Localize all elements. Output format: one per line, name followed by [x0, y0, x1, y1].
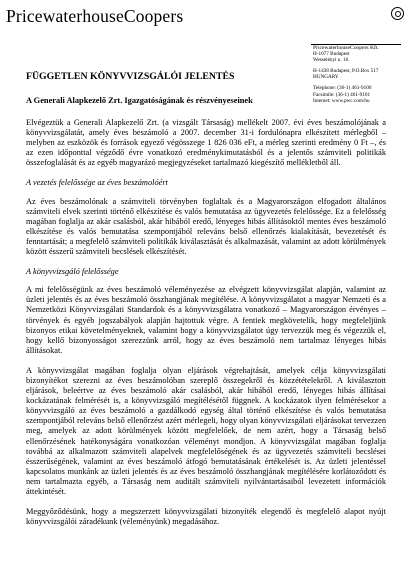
- report-addressee: A Generali Alapkezelő Zrt. Igazgatóságának és részvényeseinek: [26, 96, 253, 105]
- address-line: Internet: www.pwc.com/hu: [313, 97, 370, 104]
- logo-emblem-icon: [391, 7, 404, 20]
- company-logo: [6, 6, 406, 26]
- address-line: Telephone: (36-1) 461-9100: [313, 85, 372, 92]
- address-line: Wesselényi u. 16.: [313, 57, 350, 64]
- address-line: H-1077 Budapest: [313, 51, 350, 58]
- report-title: FÜGGETLEN KÖNYVVIZSGÁLÓI JELENTÉS: [26, 71, 235, 82]
- section-heading-auditor: A könyvvizsgáló felelőssége: [26, 267, 119, 277]
- auditor-paragraph-1: A mi felelősségünk az éves beszámoló véleményezése az elvégzett könyvvizsgálat alapján, valamint az üzleti jelentés és az éves beszámoló összhangjának megítélése. A könyvvizsgálatot a magyar Nemzeti és a Nemzetközi Könyvvizsgálati Standardok és a könyvvizsgálatra vonatkozó – Magyarországon érvényes – törvények és egyéb jogszabályok alapján hajtottuk végre. A fentiek megkövetelik, hogy megfeleljünk bizonyos etikai követelményeknek, valamint hogy a könyvvizsgálatot úgy tervezzük meg és végezzük el, hogy kellő bizonyosságot szerezzünk arról, hogy az éves beszámoló nem tartalmaz lényeges hibás állításokat.: [26, 285, 386, 355]
- address-line: HUNGARY: [313, 74, 339, 81]
- closing-paragraph: Meggyőződésünk, hogy a megszerzett könyvvizsgálati bizonyíték elegendő és megfelelő alapot nyújt könyvvizsgálói záradékunk (véleményünk) megadásához.: [26, 507, 386, 527]
- address-line: Facsimile: (36-1) 461-9101: [313, 91, 371, 98]
- section-heading-management: A vezetés felelőssége az éves beszámolóért: [26, 178, 168, 188]
- logo-wordmark: PricewaterhouseCoopers: [6, 6, 184, 26]
- address-line: PricewaterhouseCoopers Kft.: [313, 45, 379, 51]
- intro-paragraph: Elvégeztük a Generali Alapkezelő Zrt. (a vizsgált Társaság) mellékelt 2007. évi éves beszámolójának a könyvvizsgálatát, amely éves beszámoló a 2007. december 31-i fordulónapra elkészített mérlegből – melyben az eszközök és források egyező végösszege 1 826 036 eFt, a mérleg szerinti eredmény 0 Ft –, és az ezen időponttal végződő évre vonatkozó eredménykimutatásból és a jelentős számviteli politikák összefoglalását és az egyéb magyarázó megjegyzéseket tartalmazó kiegészítő mellékletből áll.: [26, 118, 386, 168]
- address-block: [313, 45, 411, 104]
- report-body: [26, 118, 386, 527]
- management-paragraph: Az éves beszámolónak a számviteli törvényben foglaltak és a Magyarországon elfogadott általános számviteli elvek szerinti történő elkészítése és valós bemutatása az ügyvezetés felelőssége. Ez a felelősség magában foglalja az akár csalásból, akár hibából eredő, lényeges hibás állításoktól mentes éves beszámoló elkészítése és valós bemutatása szempontjából releváns belső ellenőrzés kialakítását, bevezetését és fenntartását; a megfelelő számviteli politikák kiválasztását és alkalmazását, valamint az adott körülmények között ésszerű számviteli becslések elkészítését.: [26, 196, 386, 257]
- address-line: H-1438 Budapest, P.O.Box 517: [313, 68, 379, 75]
- auditor-paragraph-2: A könyvvizsgálat magában foglalja olyan eljárások végrehajtását, amelyek célja könyvvizsgálati bizonyítékot szerezni az éves beszámolóban szereplő összegekről és közzétételekről. A kiválasztott eljárások, beleértve az éves beszámoló akár csalásból, akár hibából eredő, lényeges hibás állításai kockázatának felmérését is, a könyvvizsgáló megítélésétől függnek. A kockázatok ilyen felmérésekor a könyvvizsgáló az éves beszámoló a gazdálkodó egység által történő elkészítése és valós bemutatása szempontjából releváns belső ellenőrzést azért mérlegeli, hogy olyan könyvvizsgálati eljárásokat tervezzen meg, amelyek az adott körülmények között megfelelőek, de nem azért, hogy a Társaság belső ellenőrzésének hatékonyságára vonatkozóan véleményt mondjon. A könyvvizsgálat magában foglalja továbbá az alkalmazott számviteli alapelvek megfelelőségének és az ügyvezetés számviteli becslései ésszerűségének, valamint az éves beszámoló átfogó bemutatásának értékelését is. Az üzleti jelentéssel kapcsolatos munkánk az üzleti jelentés és az éves beszámoló összhangjának megítélésére korlátozódott és nem tartalmazta egyéb, a Társaság nem auditált számviteli nyilvántartásaiból levezetett információk áttekintését.: [26, 365, 386, 496]
